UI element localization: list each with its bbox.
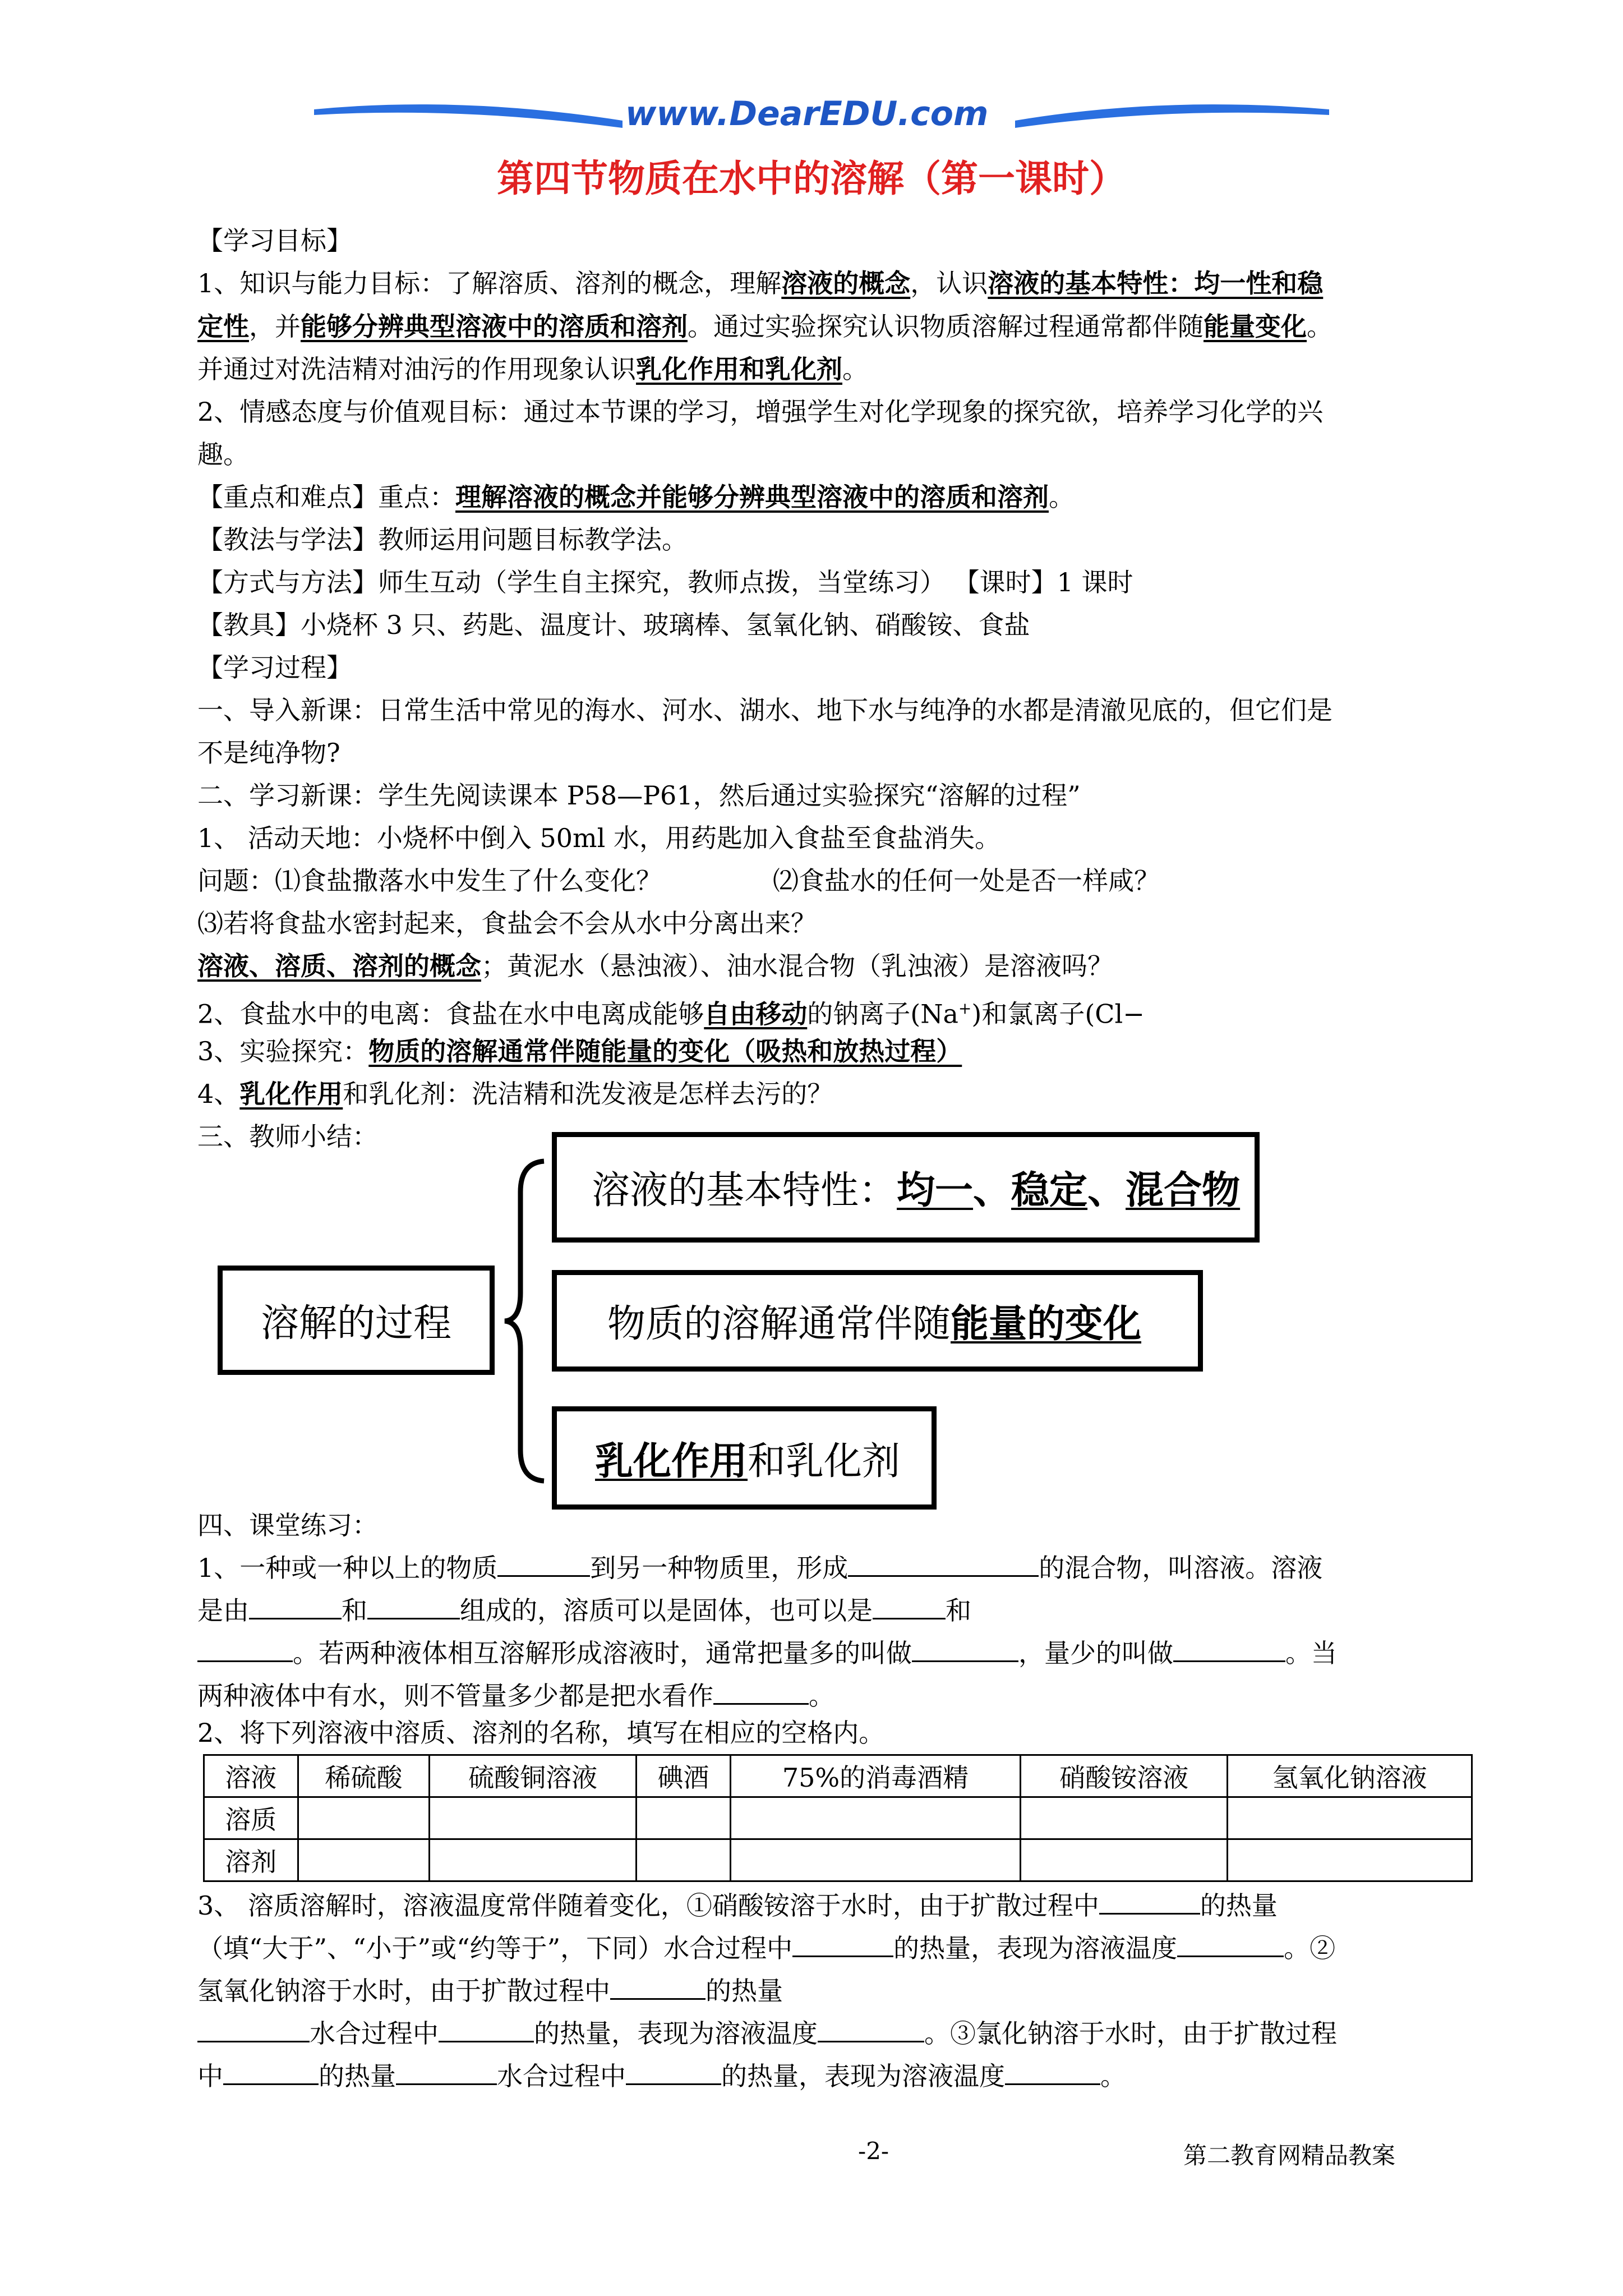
table-cell: 氢氧化钠溶液 — [1228, 1755, 1472, 1797]
summary-heading: 三、教师小结： — [197, 1121, 378, 1152]
diagram-brace — [499, 1158, 550, 1489]
ionization-line: 2、食盐水中的电离：食盐在水中电离成能够自由移动的钠离子(Na+)和氯离子(Cl− — [197, 999, 1145, 1029]
table-input-cell[interactable] — [1021, 1839, 1228, 1881]
diagram-box-energy: 物质的溶解通常伴随 能量的变化 — [552, 1270, 1203, 1372]
blank-3[interactable] — [249, 1593, 342, 1619]
exercise-q3-line5: 中 的热量 水合过程中 的热量，表现为溶液温度 。 — [197, 2059, 1126, 2093]
table-cell: 硝酸铵溶液 — [1021, 1755, 1228, 1797]
blank-14[interactable] — [197, 2016, 310, 2042]
goal-line-4: 2、情感态度与价值观目标：通过本节课的学习，增强学生对化学现象的探究欲，培养学习化学的兴 — [197, 397, 1324, 427]
table-row — [204, 1839, 1472, 1881]
exercise-q1-line3: 。若两种液体相互溶解形成溶液时，通常把量多的叫做 ，量少的叫做 。当 — [197, 1636, 1337, 1671]
footer-site-name: 第二教育网精品教案 — [1183, 2142, 1396, 2169]
exercise-q3-line4: 水合过程中 的热量，表现为溶液温度 。③氯化钠溶于水时，由于扩散过程 — [197, 2016, 1337, 2051]
emulsion-line: 4、乳化作用和乳化剂：洗洁精和洗发液是怎样去污的？ — [197, 1079, 833, 1109]
table-input-cell[interactable] — [298, 1797, 430, 1839]
key-points-line: 【重点和难点】重点：理解溶液的概念并能够分辨典型溶液中的溶质和溶剂。 — [197, 482, 1075, 512]
diagram-box-emulsion: 乳化作用 和乳化剂 — [552, 1406, 937, 1510]
method-line: 【教法与学法】教师运用问题目标教学法。 — [197, 524, 688, 555]
table-cell: 溶质 — [204, 1797, 298, 1839]
goal-line-3: 并通过对洗洁精对油污的作用现象认识乳化作用和乳化剂。 — [197, 354, 868, 384]
exercise-q1-line1: 1、一种或一种以上的物质 到另一种物质里，形成 的混合物，叫溶液。溶液 — [197, 1550, 1322, 1585]
blank-1[interactable] — [497, 1550, 590, 1577]
table-input-cell[interactable] — [637, 1797, 731, 1839]
blank-17[interactable] — [223, 2059, 319, 2085]
table-cell: 75%的消毒酒精 — [730, 1755, 1021, 1797]
table-input-cell[interactable] — [430, 1839, 637, 1881]
table-input-cell[interactable] — [637, 1839, 731, 1881]
blank-18[interactable] — [396, 2059, 497, 2085]
solution-table — [203, 1754, 1473, 1882]
blank-5[interactable] — [873, 1593, 946, 1619]
blank-19[interactable] — [626, 2059, 721, 2085]
blank-9[interactable] — [713, 1678, 809, 1705]
table-input-cell[interactable] — [730, 1839, 1021, 1881]
table-input-cell[interactable] — [1228, 1797, 1472, 1839]
tools-line: 【教具】小烧杯 3 只、药匙、温度计、玻璃棒、氢氧化钠、硝酸铵、食盐 — [197, 610, 1030, 640]
blank-13[interactable] — [610, 1973, 706, 2000]
blank-12[interactable] — [1177, 1931, 1284, 1957]
exercise-q3-line3: 氢氧化钠溶于水时，由于扩散过程中 的热量 — [197, 1973, 783, 2008]
question-line-1a: 问题：⑴食盐撒落水中发生了什么变化？ — [197, 866, 662, 896]
blank-10[interactable] — [1099, 1888, 1200, 1915]
exercise-q1-line4: 两种液体中有水，则不管量多少都是把水看作 。 — [197, 1678, 834, 1713]
table-cell: 溶剂 — [204, 1839, 298, 1881]
experiment-line: 3、实验探究：物质的溶解通常伴随能量的变化（吸热和放热过程） — [197, 1036, 962, 1066]
mode-line: 【方式与方法】师生互动（学生自主探究，教师点拨，当堂练习） 【课时】1 课时 — [197, 567, 1133, 597]
table-cell: 硫酸铜溶液 — [430, 1755, 637, 1797]
page-title: 第四节物质在水中的溶解（第一课时） — [497, 157, 1126, 200]
blank-6[interactable] — [197, 1636, 293, 1662]
site-url[interactable]: www.DearEDU.com — [625, 94, 989, 134]
question-line-2: ⑶若将食盐水密封起来，食盐会不会从水中分离出来？ — [197, 908, 817, 938]
blank-7[interactable] — [912, 1636, 1018, 1662]
exercise-heading: 四、课堂练习： — [197, 1510, 378, 1540]
table-row — [204, 1797, 1472, 1839]
concept-line: 溶液、溶质、溶剂的概念；黄泥水（悬浊液）、油水混合物（乳浊液）是溶液吗？ — [197, 951, 1113, 981]
section-heading-process: 【学习过程】 — [197, 652, 352, 683]
blank-8[interactable] — [1173, 1636, 1285, 1662]
table-input-cell[interactable] — [1021, 1797, 1228, 1839]
blank-16[interactable] — [818, 2016, 924, 2042]
table-input-cell[interactable] — [298, 1839, 430, 1881]
intro-line-1: 一、导入新课：日常生活中常见的海水、河水、湖水、地下水与纯净的水都是清澈见底的，但它们是 — [197, 695, 1332, 725]
diagram-root-label: 溶解的过程 — [260, 1301, 451, 1346]
section-heading-goals: 【学习目标】 — [197, 226, 352, 256]
exercise-q3-line2: （填“大于”、“小于”或“约等于”，下同）水合过程中 的热量，表现为溶液温度 。② — [197, 1931, 1335, 1966]
blank-15[interactable] — [439, 2016, 534, 2042]
activity-line: 1、 活动天地：小烧杯中倒入 50ml 水，用药匙加入食盐至食盐消失。 — [197, 823, 1000, 853]
blank-11[interactable] — [792, 1931, 893, 1957]
blank-4[interactable] — [367, 1593, 460, 1619]
table-input-cell[interactable] — [430, 1797, 637, 1839]
diagram-root-box — [218, 1266, 495, 1375]
table-cell: 稀硫酸 — [298, 1755, 430, 1797]
blank-20[interactable] — [1005, 2059, 1100, 2085]
intro-line-2: 不是纯净物? — [197, 738, 340, 768]
diagram-box-properties: 溶液的基本特性： 均一 、 稳定 、 混合物 — [552, 1132, 1260, 1243]
goal-line-2: 定性，并能够分辨典型溶液中的溶质和溶剂。通过实验探究认识物质溶解过程通常都伴随能量变化。 — [197, 311, 1332, 342]
table-input-cell[interactable] — [730, 1797, 1021, 1839]
table-cell: 溶液 — [204, 1755, 298, 1797]
blank-2[interactable] — [848, 1550, 1039, 1577]
exercise-q2: 2、将下列溶液中溶质、溶剂的名称，填写在相应的空格内。 — [197, 1718, 885, 1748]
goal-line-1: 1、知识与能力目标：了解溶质、溶剂的概念，理解溶液的概念，认识溶液的基本特性：均一性和稳 — [197, 268, 1324, 298]
new-lesson-line: 二、学习新课：学生先阅读课本 P58—P61，然后通过实验探究“溶解的过程” — [197, 780, 1081, 811]
goal-line-5: 趣。 — [197, 439, 249, 470]
table-header-row — [204, 1755, 1472, 1797]
question-line-1b: ⑵食盐水的任何一处是否一样咸？ — [773, 866, 1160, 896]
exercise-q1-line2: 是由 和 组成的，溶质可以是固体，也可以是 和 — [197, 1593, 971, 1628]
exercise-q3-line1: 3、 溶质溶解时，溶液温度常伴随着变化，①硝酸铵溶于水时，由于扩散过程中 的热量 — [197, 1888, 1278, 1923]
page-number: -2- — [858, 2137, 889, 2165]
table-cell: 碘酒 — [637, 1755, 731, 1797]
table-input-cell[interactable] — [1228, 1839, 1472, 1881]
